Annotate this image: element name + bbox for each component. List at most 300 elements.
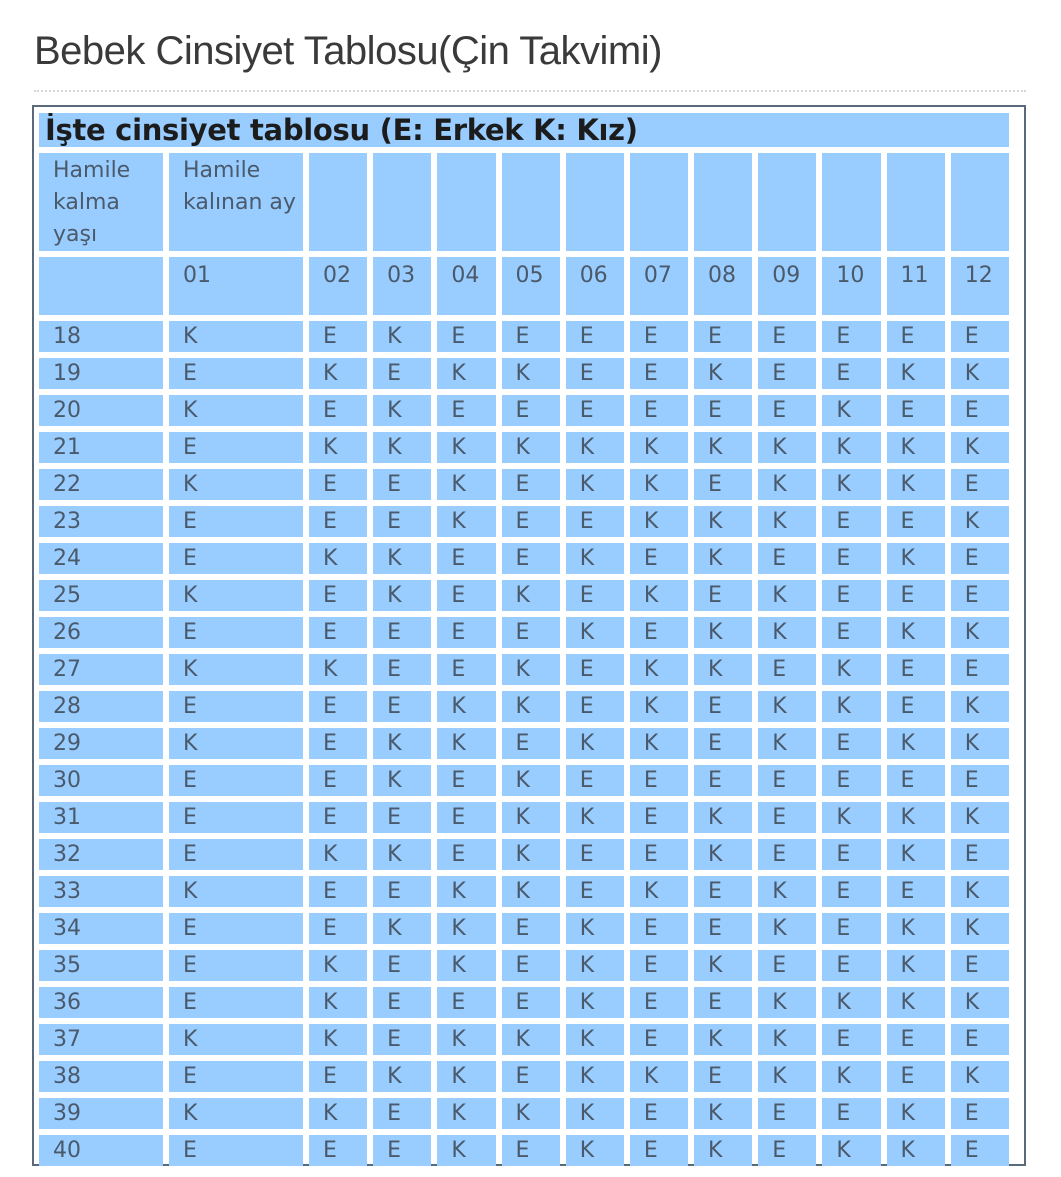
gender-cell: K xyxy=(437,728,495,759)
gender-cell: E xyxy=(309,506,367,537)
gender-cell: E xyxy=(502,469,560,500)
gender-cell: E xyxy=(630,1024,688,1055)
gender-cell: E xyxy=(309,395,367,426)
table-row xyxy=(39,432,1009,463)
gender-cell: K xyxy=(630,1061,688,1092)
gender-cell: K xyxy=(822,654,880,685)
gender-cell: E xyxy=(887,1061,945,1092)
gender-cell: K xyxy=(566,469,624,500)
table-row xyxy=(39,876,1009,907)
gender-cell: K xyxy=(887,950,945,981)
gender-cell: E xyxy=(887,321,945,352)
gender-cell: K xyxy=(373,543,431,574)
month-label: 05 xyxy=(502,257,560,315)
gender-cell: E xyxy=(437,580,495,611)
gender-cell: K xyxy=(309,432,367,463)
gender-cell: E xyxy=(437,654,495,685)
table-row xyxy=(39,1024,1009,1055)
month-label: 11 xyxy=(887,257,945,315)
gender-cell: E xyxy=(694,691,752,722)
table-row xyxy=(39,691,1009,722)
gender-cell: K xyxy=(630,432,688,463)
gender-cell: K xyxy=(630,876,688,907)
gender-cell: E xyxy=(630,913,688,944)
gender-cell: E xyxy=(169,543,303,574)
gender-cell: E xyxy=(169,358,303,389)
gender-cell: E xyxy=(309,580,367,611)
gender-chart-table xyxy=(33,107,1015,1172)
month-header-spacer xyxy=(373,153,431,251)
gender-cell: K xyxy=(309,358,367,389)
gender-cell: K xyxy=(822,432,880,463)
gender-cell: K xyxy=(630,691,688,722)
gender-cell: K xyxy=(630,580,688,611)
gender-cell: K xyxy=(566,617,624,648)
age-cell: 33 xyxy=(39,876,163,907)
gender-cell: E xyxy=(630,321,688,352)
gender-cell: E xyxy=(951,950,1009,981)
gender-cell: K xyxy=(502,1098,560,1129)
gender-cell: K xyxy=(758,1061,816,1092)
gender-cell: E xyxy=(694,765,752,796)
gender-cell: E xyxy=(758,802,816,833)
gender-cell: K xyxy=(373,432,431,463)
age-cell: 36 xyxy=(39,987,163,1018)
gender-cell: K xyxy=(887,469,945,500)
gender-cell: K xyxy=(951,432,1009,463)
gender-cell: E xyxy=(373,876,431,907)
gender-cell: K xyxy=(822,395,880,426)
gender-cell: E xyxy=(566,691,624,722)
gender-cell: K xyxy=(502,691,560,722)
table-container xyxy=(32,105,1026,1166)
gender-cell: K xyxy=(566,913,624,944)
table-row xyxy=(39,1061,1009,1092)
gender-cell: K xyxy=(694,506,752,537)
gender-cell: K xyxy=(887,728,945,759)
gender-cell: E xyxy=(694,580,752,611)
gender-cell: E xyxy=(951,765,1009,796)
gender-cell: E xyxy=(502,617,560,648)
gender-cell: E xyxy=(758,358,816,389)
gender-cell: E xyxy=(169,1135,303,1166)
gender-cell: K xyxy=(630,728,688,759)
gender-cell: K xyxy=(694,617,752,648)
gender-cell: K xyxy=(630,469,688,500)
gender-cell: E xyxy=(951,543,1009,574)
gender-cell: K xyxy=(437,913,495,944)
gender-cell: E xyxy=(373,987,431,1018)
month-label: 03 xyxy=(373,257,431,315)
gender-cell: E xyxy=(566,839,624,870)
gender-cell: E xyxy=(502,395,560,426)
gender-cell: E xyxy=(822,876,880,907)
gender-cell: E xyxy=(630,839,688,870)
table-row xyxy=(39,469,1009,500)
gender-cell: E xyxy=(887,654,945,685)
gender-cell: E xyxy=(822,1098,880,1129)
gender-cell: E xyxy=(951,580,1009,611)
gender-cell: E xyxy=(887,876,945,907)
gender-cell: K xyxy=(502,1024,560,1055)
gender-cell: K xyxy=(822,987,880,1018)
gender-cell: E xyxy=(169,1061,303,1092)
gender-cell: K xyxy=(437,691,495,722)
gender-cell: K xyxy=(502,802,560,833)
gender-cell: K xyxy=(694,358,752,389)
gender-cell: E xyxy=(437,395,495,426)
gender-cell: E xyxy=(887,395,945,426)
gender-cell: E xyxy=(758,321,816,352)
gender-cell: E xyxy=(758,839,816,870)
gender-cell: K xyxy=(169,1024,303,1055)
gender-cell: E xyxy=(437,987,495,1018)
gender-cell: E xyxy=(437,802,495,833)
gender-cell: E xyxy=(169,506,303,537)
month-header-spacer xyxy=(951,153,1009,251)
table-row xyxy=(39,765,1009,796)
gender-cell: K xyxy=(437,358,495,389)
gender-cell: E xyxy=(169,617,303,648)
gender-cell: E xyxy=(758,950,816,981)
gender-cell: E xyxy=(169,950,303,981)
gender-cell: K xyxy=(309,654,367,685)
gender-cell: E xyxy=(566,765,624,796)
gender-cell: E xyxy=(694,1061,752,1092)
gender-cell: E xyxy=(437,765,495,796)
gender-cell: K xyxy=(951,506,1009,537)
gender-cell: K xyxy=(309,987,367,1018)
gender-cell: K xyxy=(694,1098,752,1129)
gender-cell: E xyxy=(887,765,945,796)
gender-cell: K xyxy=(169,728,303,759)
gender-cell: E xyxy=(502,913,560,944)
gender-cell: K xyxy=(758,469,816,500)
gender-cell: K xyxy=(694,432,752,463)
age-cell: 31 xyxy=(39,802,163,833)
gender-cell: E xyxy=(951,1098,1009,1129)
month-column-header: Hamile kalınan ay xyxy=(169,153,303,251)
age-cell: 37 xyxy=(39,1024,163,1055)
month-header-blank xyxy=(39,257,163,315)
gender-cell: E xyxy=(373,1135,431,1166)
gender-cell: E xyxy=(437,617,495,648)
gender-cell: E xyxy=(758,1098,816,1129)
gender-cell: E xyxy=(951,1135,1009,1166)
gender-cell: K xyxy=(309,950,367,981)
gender-cell: E xyxy=(951,654,1009,685)
gender-cell: K xyxy=(169,580,303,611)
gender-cell: E xyxy=(373,469,431,500)
gender-cell: K xyxy=(169,1098,303,1129)
age-cell: 26 xyxy=(39,617,163,648)
age-cell: 19 xyxy=(39,358,163,389)
gender-cell: E xyxy=(437,839,495,870)
table-row xyxy=(39,950,1009,981)
gender-cell: E xyxy=(309,321,367,352)
gender-cell: E xyxy=(566,506,624,537)
month-header-spacer xyxy=(566,153,624,251)
title-divider xyxy=(34,90,1026,92)
gender-cell: E xyxy=(630,395,688,426)
gender-cell: K xyxy=(437,1135,495,1166)
gender-cell: E xyxy=(822,543,880,574)
age-cell: 32 xyxy=(39,839,163,870)
gender-cell: K xyxy=(502,839,560,870)
table-caption: İşte cinsiyet tablosu (E: Erkek K: Kız) xyxy=(39,113,1009,147)
gender-cell: E xyxy=(309,765,367,796)
table-row xyxy=(39,839,1009,870)
gender-cell: E xyxy=(309,802,367,833)
gender-cell: K xyxy=(502,358,560,389)
month-label: 06 xyxy=(566,257,624,315)
month-label: 04 xyxy=(437,257,495,315)
month-label: 01 xyxy=(169,257,303,315)
gender-cell: K xyxy=(309,1098,367,1129)
gender-cell: E xyxy=(309,1135,367,1166)
gender-cell: K xyxy=(169,469,303,500)
month-label: 07 xyxy=(630,257,688,315)
gender-cell: K xyxy=(951,876,1009,907)
gender-cell: K xyxy=(373,765,431,796)
gender-cell: E xyxy=(566,654,624,685)
gender-cell: E xyxy=(169,802,303,833)
gender-cell: K xyxy=(887,987,945,1018)
gender-cell: K xyxy=(630,654,688,685)
gender-cell: K xyxy=(437,876,495,907)
gender-cell: K xyxy=(373,728,431,759)
gender-cell: K xyxy=(887,1098,945,1129)
gender-cell: K xyxy=(694,1135,752,1166)
gender-cell: K xyxy=(502,432,560,463)
gender-cell: E xyxy=(502,506,560,537)
gender-cell: K xyxy=(887,839,945,870)
gender-cell: E xyxy=(373,1024,431,1055)
gender-cell: E xyxy=(694,728,752,759)
age-cell: 18 xyxy=(39,321,163,352)
gender-cell: K xyxy=(373,913,431,944)
gender-cell: E xyxy=(630,1135,688,1166)
gender-cell: K xyxy=(694,543,752,574)
gender-cell: E xyxy=(309,617,367,648)
age-cell: 24 xyxy=(39,543,163,574)
gender-cell: E xyxy=(169,432,303,463)
gender-cell: E xyxy=(566,321,624,352)
gender-cell: K xyxy=(887,802,945,833)
gender-cell: E xyxy=(566,395,624,426)
table-row xyxy=(39,321,1009,352)
month-header-spacer xyxy=(758,153,816,251)
gender-cell: K xyxy=(169,876,303,907)
gender-cell: E xyxy=(566,876,624,907)
gender-cell: E xyxy=(758,654,816,685)
gender-cell: K xyxy=(169,395,303,426)
month-header-spacer xyxy=(694,153,752,251)
gender-cell: K xyxy=(758,580,816,611)
gender-cell: K xyxy=(758,1024,816,1055)
gender-cell: K xyxy=(951,728,1009,759)
table-row xyxy=(39,358,1009,389)
gender-cell: K xyxy=(951,913,1009,944)
table-row xyxy=(39,728,1009,759)
gender-cell: K xyxy=(887,617,945,648)
gender-cell: K xyxy=(373,580,431,611)
gender-cell: K xyxy=(758,432,816,463)
gender-cell: K xyxy=(309,839,367,870)
age-cell: 21 xyxy=(39,432,163,463)
page-title: Bebek Cinsiyet Tablosu(Çin Takvimi) xyxy=(34,29,662,73)
gender-cell: K xyxy=(437,1061,495,1092)
month-header-spacer xyxy=(309,153,367,251)
gender-cell: E xyxy=(630,358,688,389)
month-header-spacer xyxy=(887,153,945,251)
gender-cell: K xyxy=(694,1024,752,1055)
gender-cell: K xyxy=(887,358,945,389)
gender-cell: E xyxy=(630,1098,688,1129)
gender-cell: K xyxy=(887,432,945,463)
gender-cell: K xyxy=(694,839,752,870)
gender-cell: K xyxy=(566,950,624,981)
gender-cell: K xyxy=(822,691,880,722)
gender-cell: K xyxy=(566,1098,624,1129)
age-cell: 25 xyxy=(39,580,163,611)
gender-cell: E xyxy=(822,728,880,759)
gender-cell: K xyxy=(373,839,431,870)
gender-cell: E xyxy=(502,543,560,574)
age-cell: 30 xyxy=(39,765,163,796)
month-header-spacer xyxy=(437,153,495,251)
age-cell: 38 xyxy=(39,1061,163,1092)
age-cell: 39 xyxy=(39,1098,163,1129)
gender-cell: K xyxy=(566,1061,624,1092)
gender-cell: K xyxy=(822,1061,880,1092)
gender-cell: K xyxy=(951,617,1009,648)
gender-cell: K xyxy=(951,987,1009,1018)
month-header-spacer xyxy=(502,153,560,251)
age-cell: 34 xyxy=(39,913,163,944)
month-label: 09 xyxy=(758,257,816,315)
gender-cell: K xyxy=(887,543,945,574)
gender-cell: K xyxy=(502,580,560,611)
gender-cell: E xyxy=(630,543,688,574)
gender-cell: E xyxy=(309,876,367,907)
gender-cell: E xyxy=(951,1024,1009,1055)
gender-cell: K xyxy=(309,543,367,574)
age-cell: 28 xyxy=(39,691,163,722)
gender-cell: K xyxy=(437,1024,495,1055)
gender-cell: E xyxy=(630,802,688,833)
gender-cell: E xyxy=(694,913,752,944)
gender-cell: E xyxy=(822,950,880,981)
table-row xyxy=(39,506,1009,537)
gender-cell: E xyxy=(630,987,688,1018)
gender-cell: K xyxy=(437,1098,495,1129)
gender-cell: E xyxy=(169,839,303,870)
gender-cell: E xyxy=(502,1135,560,1166)
gender-cell: E xyxy=(373,617,431,648)
gender-cell: K xyxy=(169,321,303,352)
table-row xyxy=(39,580,1009,611)
gender-cell: E xyxy=(169,691,303,722)
gender-cell: E xyxy=(694,469,752,500)
gender-cell: K xyxy=(758,506,816,537)
gender-cell: E xyxy=(309,728,367,759)
gender-cell: E xyxy=(373,506,431,537)
gender-cell: K xyxy=(566,987,624,1018)
gender-cell: E xyxy=(373,358,431,389)
gender-cell: E xyxy=(694,876,752,907)
gender-cell: K xyxy=(373,321,431,352)
gender-cell: K xyxy=(566,543,624,574)
gender-cell: E xyxy=(309,691,367,722)
table-row xyxy=(39,1135,1009,1166)
gender-cell: E xyxy=(373,654,431,685)
gender-cell: E xyxy=(373,1098,431,1129)
gender-cell: E xyxy=(309,1061,367,1092)
gender-cell: K xyxy=(822,1135,880,1166)
gender-cell: E xyxy=(169,987,303,1018)
gender-cell: E xyxy=(373,802,431,833)
gender-cell: E xyxy=(822,580,880,611)
gender-cell: E xyxy=(566,358,624,389)
gender-cell: E xyxy=(373,691,431,722)
table-row xyxy=(39,1098,1009,1129)
month-header-spacer xyxy=(630,153,688,251)
gender-cell: K xyxy=(951,358,1009,389)
table-row xyxy=(39,395,1009,426)
gender-cell: E xyxy=(951,839,1009,870)
age-cell: 23 xyxy=(39,506,163,537)
gender-cell: E xyxy=(502,987,560,1018)
gender-cell: E xyxy=(822,617,880,648)
gender-cell: E xyxy=(502,321,560,352)
table-row xyxy=(39,987,1009,1018)
gender-cell: E xyxy=(502,950,560,981)
gender-cell: K xyxy=(502,765,560,796)
gender-cell: K xyxy=(758,987,816,1018)
gender-cell: E xyxy=(630,617,688,648)
age-cell: 29 xyxy=(39,728,163,759)
gender-cell: K xyxy=(373,1061,431,1092)
gender-cell: E xyxy=(822,1024,880,1055)
gender-cell: E xyxy=(822,506,880,537)
gender-cell: E xyxy=(887,580,945,611)
gender-cell: K xyxy=(951,691,1009,722)
gender-cell: E xyxy=(822,358,880,389)
gender-cell: E xyxy=(951,469,1009,500)
gender-cell: K xyxy=(169,654,303,685)
month-label: 02 xyxy=(309,257,367,315)
gender-cell: K xyxy=(758,691,816,722)
gender-cell: E xyxy=(502,1061,560,1092)
gender-cell: K xyxy=(437,506,495,537)
table-row xyxy=(39,543,1009,574)
gender-cell: E xyxy=(951,321,1009,352)
gender-cell: E xyxy=(630,765,688,796)
gender-cell: K xyxy=(758,913,816,944)
gender-cell: E xyxy=(309,913,367,944)
gender-cell: K xyxy=(630,506,688,537)
gender-cell: K xyxy=(502,654,560,685)
table-row xyxy=(39,913,1009,944)
gender-cell: K xyxy=(437,432,495,463)
gender-cell: E xyxy=(822,321,880,352)
gender-cell: K xyxy=(758,617,816,648)
age-cell: 20 xyxy=(39,395,163,426)
gender-cell: K xyxy=(566,802,624,833)
month-label: 10 xyxy=(822,257,880,315)
gender-cell: E xyxy=(630,950,688,981)
